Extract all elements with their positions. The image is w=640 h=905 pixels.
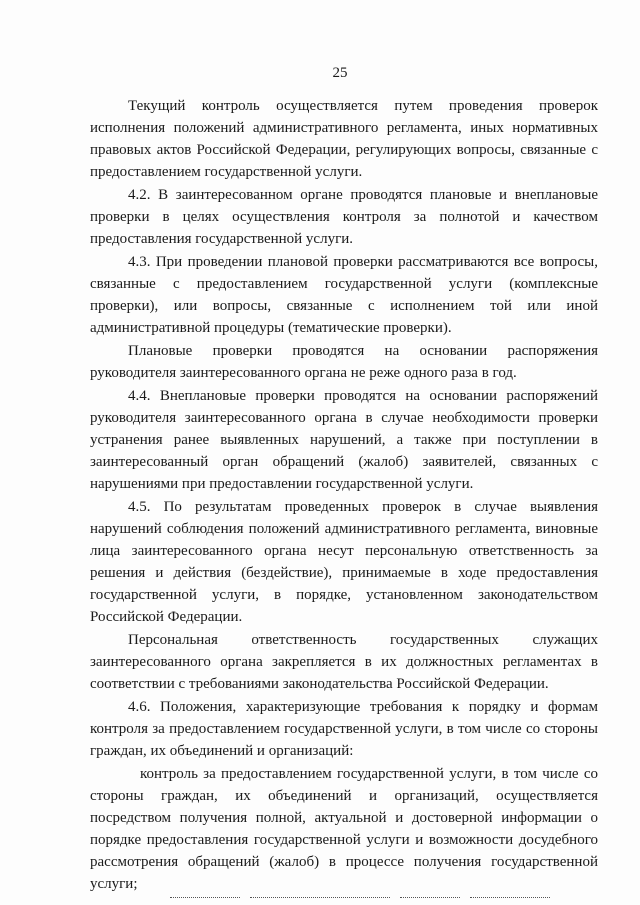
paragraph-4-6: 4.6. Положения, характеризующие требования к порядку и формам контроля за предоставлением государственной услуги, в том числе со стороны граждан, их объединений и организаций: bbox=[90, 699, 598, 759]
paragraph-4-5: 4.5. По результатам проведенных проверок в случае выявления нарушений соблюдения положений административного регламента, виновные лица заинтересованного органа несут персональную ответственность за решения и действия (бездействие), принимаемые в ходе предоставления государственной услуги, в порядке, установленном законодательством Российской Федерации. bbox=[90, 499, 598, 625]
page-number: 25 bbox=[332, 65, 348, 81]
paragraph-planned-checks: Плановые проверки проводятся на основании распоряжения руководителя заинтересованного органа не реже одного раза в год. bbox=[90, 343, 598, 381]
scan-artifact-marks bbox=[170, 897, 570, 901]
paragraph-personal-responsibility: Персональная ответственность государственных служащих заинтересованного органа закрепляется в их должностных регламентах в соответствии с требованиями законодательства Российской Федерации. bbox=[90, 632, 598, 692]
paragraph-control-citizens: контроль за предоставлением государственной услуги, в том числе со стороны граждан, их объединений и организаций, осуществляется посредством получения полной, актуальной и достоверной информации о порядке предоставления государственной услуги и возможности досудебного рассмотрения обращений (жалоб) в процессе получения государственной услуги; bbox=[90, 766, 598, 892]
paragraph-current-control: Текущий контроль осуществляется путем проведения проверок исполнения положений административного регламента, иных нормативных правовых актов Российской Федерации, регулирующих вопросы, связанные с предоставлением государственной услуги. bbox=[90, 98, 598, 180]
document-body bbox=[90, 95, 598, 895]
paragraph-4-4: 4.4. Внеплановые проверки проводятся на основании распоряжений руководителя заинтересованного органа в случае необходимости проверки устранения ранее выявленных нарушений, а также при поступлении в заинтересованный орган обращений (жалоб) заявителей, связанных с нарушениями при предоставлении государственной услуги. bbox=[90, 388, 598, 492]
paragraph-4-3: 4.3. При проведении плановой проверки рассматриваются все вопросы, связанные с предоставлением государственной услуги (комплексные проверки), или вопросы, связанные с исполнением той или иной административной процедуры (тематические проверки). bbox=[90, 254, 598, 336]
paragraph-4-2: 4.2. В заинтересованном органе проводятся плановые и внеплановые проверки в целях осуществления контроля за полнотой и качеством предоставления государственной услуги. bbox=[90, 187, 598, 247]
